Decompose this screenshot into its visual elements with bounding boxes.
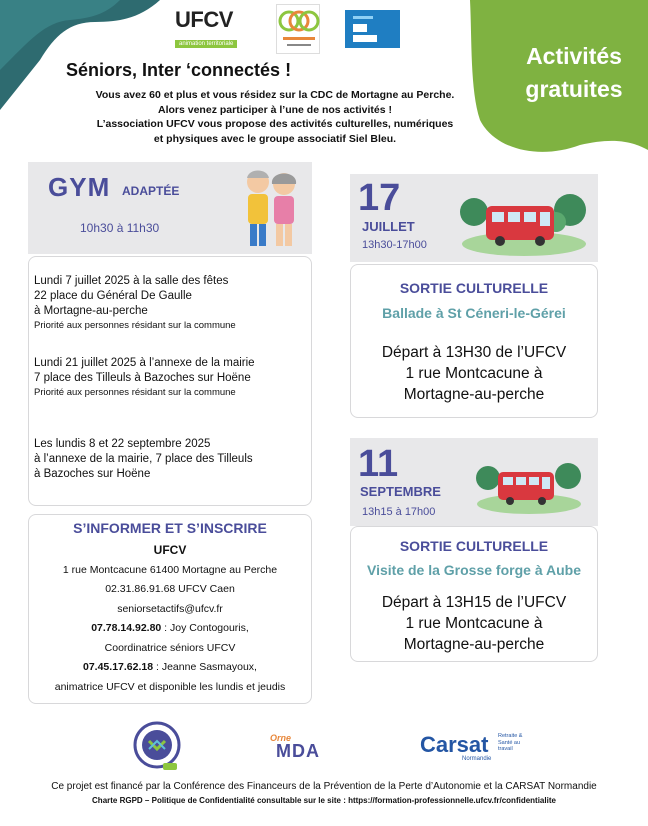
event-1-day: 17 [358,177,401,219]
bus-illustration-1 [458,182,590,260]
mda-logo-top: Orne [270,733,292,743]
session-line: à l’annexe de la mairie, 7 place des Tilleuls [34,453,253,465]
session-line: Lundi 21 juillet 2025 à l’annexe de la mairie [34,357,255,369]
info-phone: 02.31.86.91.68 UFCV Caen [105,583,235,595]
departure-line: Départ à 13H15 de l’UFCV [381,594,567,611]
departure-line: 1 rue Montcacune à [405,615,543,632]
intro-line-4: et physiques avec le groupe associatif Siel Bleu. [153,132,397,145]
event-2-place: Visite de la Grosse forge à Aube [367,562,581,578]
carsat-logo-word: Carsat [420,732,489,757]
event-1-kind: SORTIE CULTURELLE [399,280,549,296]
mda-logo-word: MDA [276,741,320,761]
session-line: à Mortagne-au-perche [34,305,148,317]
rgpd-notice [20,796,628,805]
session-line: à Bazoches sur Hoëne [34,468,151,480]
info-contact-lines [28,541,312,697]
info-contact-2 [28,658,312,678]
event-2-kind: SORTIE CULTURELLE [399,538,549,554]
gym-session-2 [34,356,255,399]
event-1-time: 13h30-17h00 [362,239,427,251]
session-line: 7 place des Tilleuls à Bazoches sur Hoëne [34,372,251,384]
session-note: Priorité aux personnes résidant sur la commune [34,320,236,331]
rgpd-prefix: Charte RGPD – Politique de Confidentialité consultable sur le site : [92,796,349,805]
event-1-month: JUILLET [362,219,415,234]
event-2-time: 13h15 à 17h00 [362,506,436,518]
clic-logo [276,4,320,54]
session-line: Lundi 7 juillet 2025 à la salle des fêtes [34,275,229,287]
gym-time: 10h30 à 11h30 [80,221,160,235]
gym-session-1 [34,274,236,332]
contact-1-role: Coordinatrice séniors UFCV [104,641,236,654]
carsat-logo-region: Normandie [462,756,492,762]
orne-mda-logo [268,733,338,763]
info-title: S’INFORMER ET S’INSCRIRE [73,520,267,536]
info-address: 1 rue Montcacune 61400 Mortagne au Perche [62,563,278,576]
rgpd-link[interactable]: https://formation-professionnelle.ufcv.fr/confidentialite [348,796,556,805]
departure-line: Mortagne-au-perche [403,386,545,403]
seniors-illustration [240,166,304,250]
info-contact-1 [28,619,312,639]
clic-logo-graphic [277,5,321,55]
event-2-month: SEPTEMBRE [360,484,441,499]
contact-2-role: animatrice UFCV et disponible les lundis et jeudis [54,680,286,693]
departure-line: Mortagne-au-perche [403,636,545,653]
badge-line-2: gratuites [525,76,623,102]
session-note: Priorité aux personnes résidant sur la commune [34,387,236,398]
ufcv-logo-tag: animation territoriale [175,40,237,48]
carsat-logo [420,730,532,764]
info-email[interactable]: seniorsetactifs@ufcv.fr [117,602,223,615]
contact-2-phone[interactable]: 07.45.17.62.18 [83,661,154,673]
contact-2-name: : Jeanne Sasmayoux, [153,661,257,673]
bus-illustration-2 [474,452,584,518]
contact-1-phone[interactable]: 07.78.14.92.80 [91,622,162,634]
event-1-place: Ballade à St Céneri-le-Gérei [382,305,566,321]
event-2-departure [350,592,598,655]
carsat-logo-tagline: Retraite & Santé au travail [498,733,523,752]
gym-subtitle: ADAPTÉE [122,184,180,198]
intro-line-3: L’association UFCV vous propose des activités culturelles, numériques [96,118,454,130]
intro-text [60,88,490,146]
departure-line: 1 rue Montcacune à [405,365,543,382]
conference-financeurs-logo [133,721,181,773]
funding-notice: Ce projet est financé par la Conférence des Financeurs de la Prévention de la Perte d’Autonomie et la CARSAT Normandie [51,781,597,792]
contact-1-name: : Joy Contogouris, [161,622,249,634]
departure-line: Départ à 13H30 de l’UFCV [381,344,567,361]
intro-line-2: Alors venez participer à l’une de nos activités ! [158,103,392,116]
gym-session-3 [34,437,253,482]
gym-title: GYM [48,172,111,202]
session-line: 22 place du Général De Gaulle [34,290,192,302]
siel-bleu-logo [345,10,400,48]
intro-line-1: Vous avez 60 et plus et vous résidez sur la CDC de Mortagne au Perche. [95,89,455,101]
session-line: Les lundis 8 et 22 septembre 2025 [34,438,211,450]
ufcv-logo [175,8,255,50]
event-2-day: 11 [358,443,399,485]
page-title: Séniors, Inter ‘connectés ! [66,60,292,80]
info-org: UFCV [153,543,187,557]
badge-line-1: Activités [526,43,622,69]
siel-bleu-logo-graphic [353,16,398,42]
ufcv-logo-text: UFCV [175,7,233,32]
free-activities-badge [500,40,648,106]
event-1-departure [350,342,598,405]
